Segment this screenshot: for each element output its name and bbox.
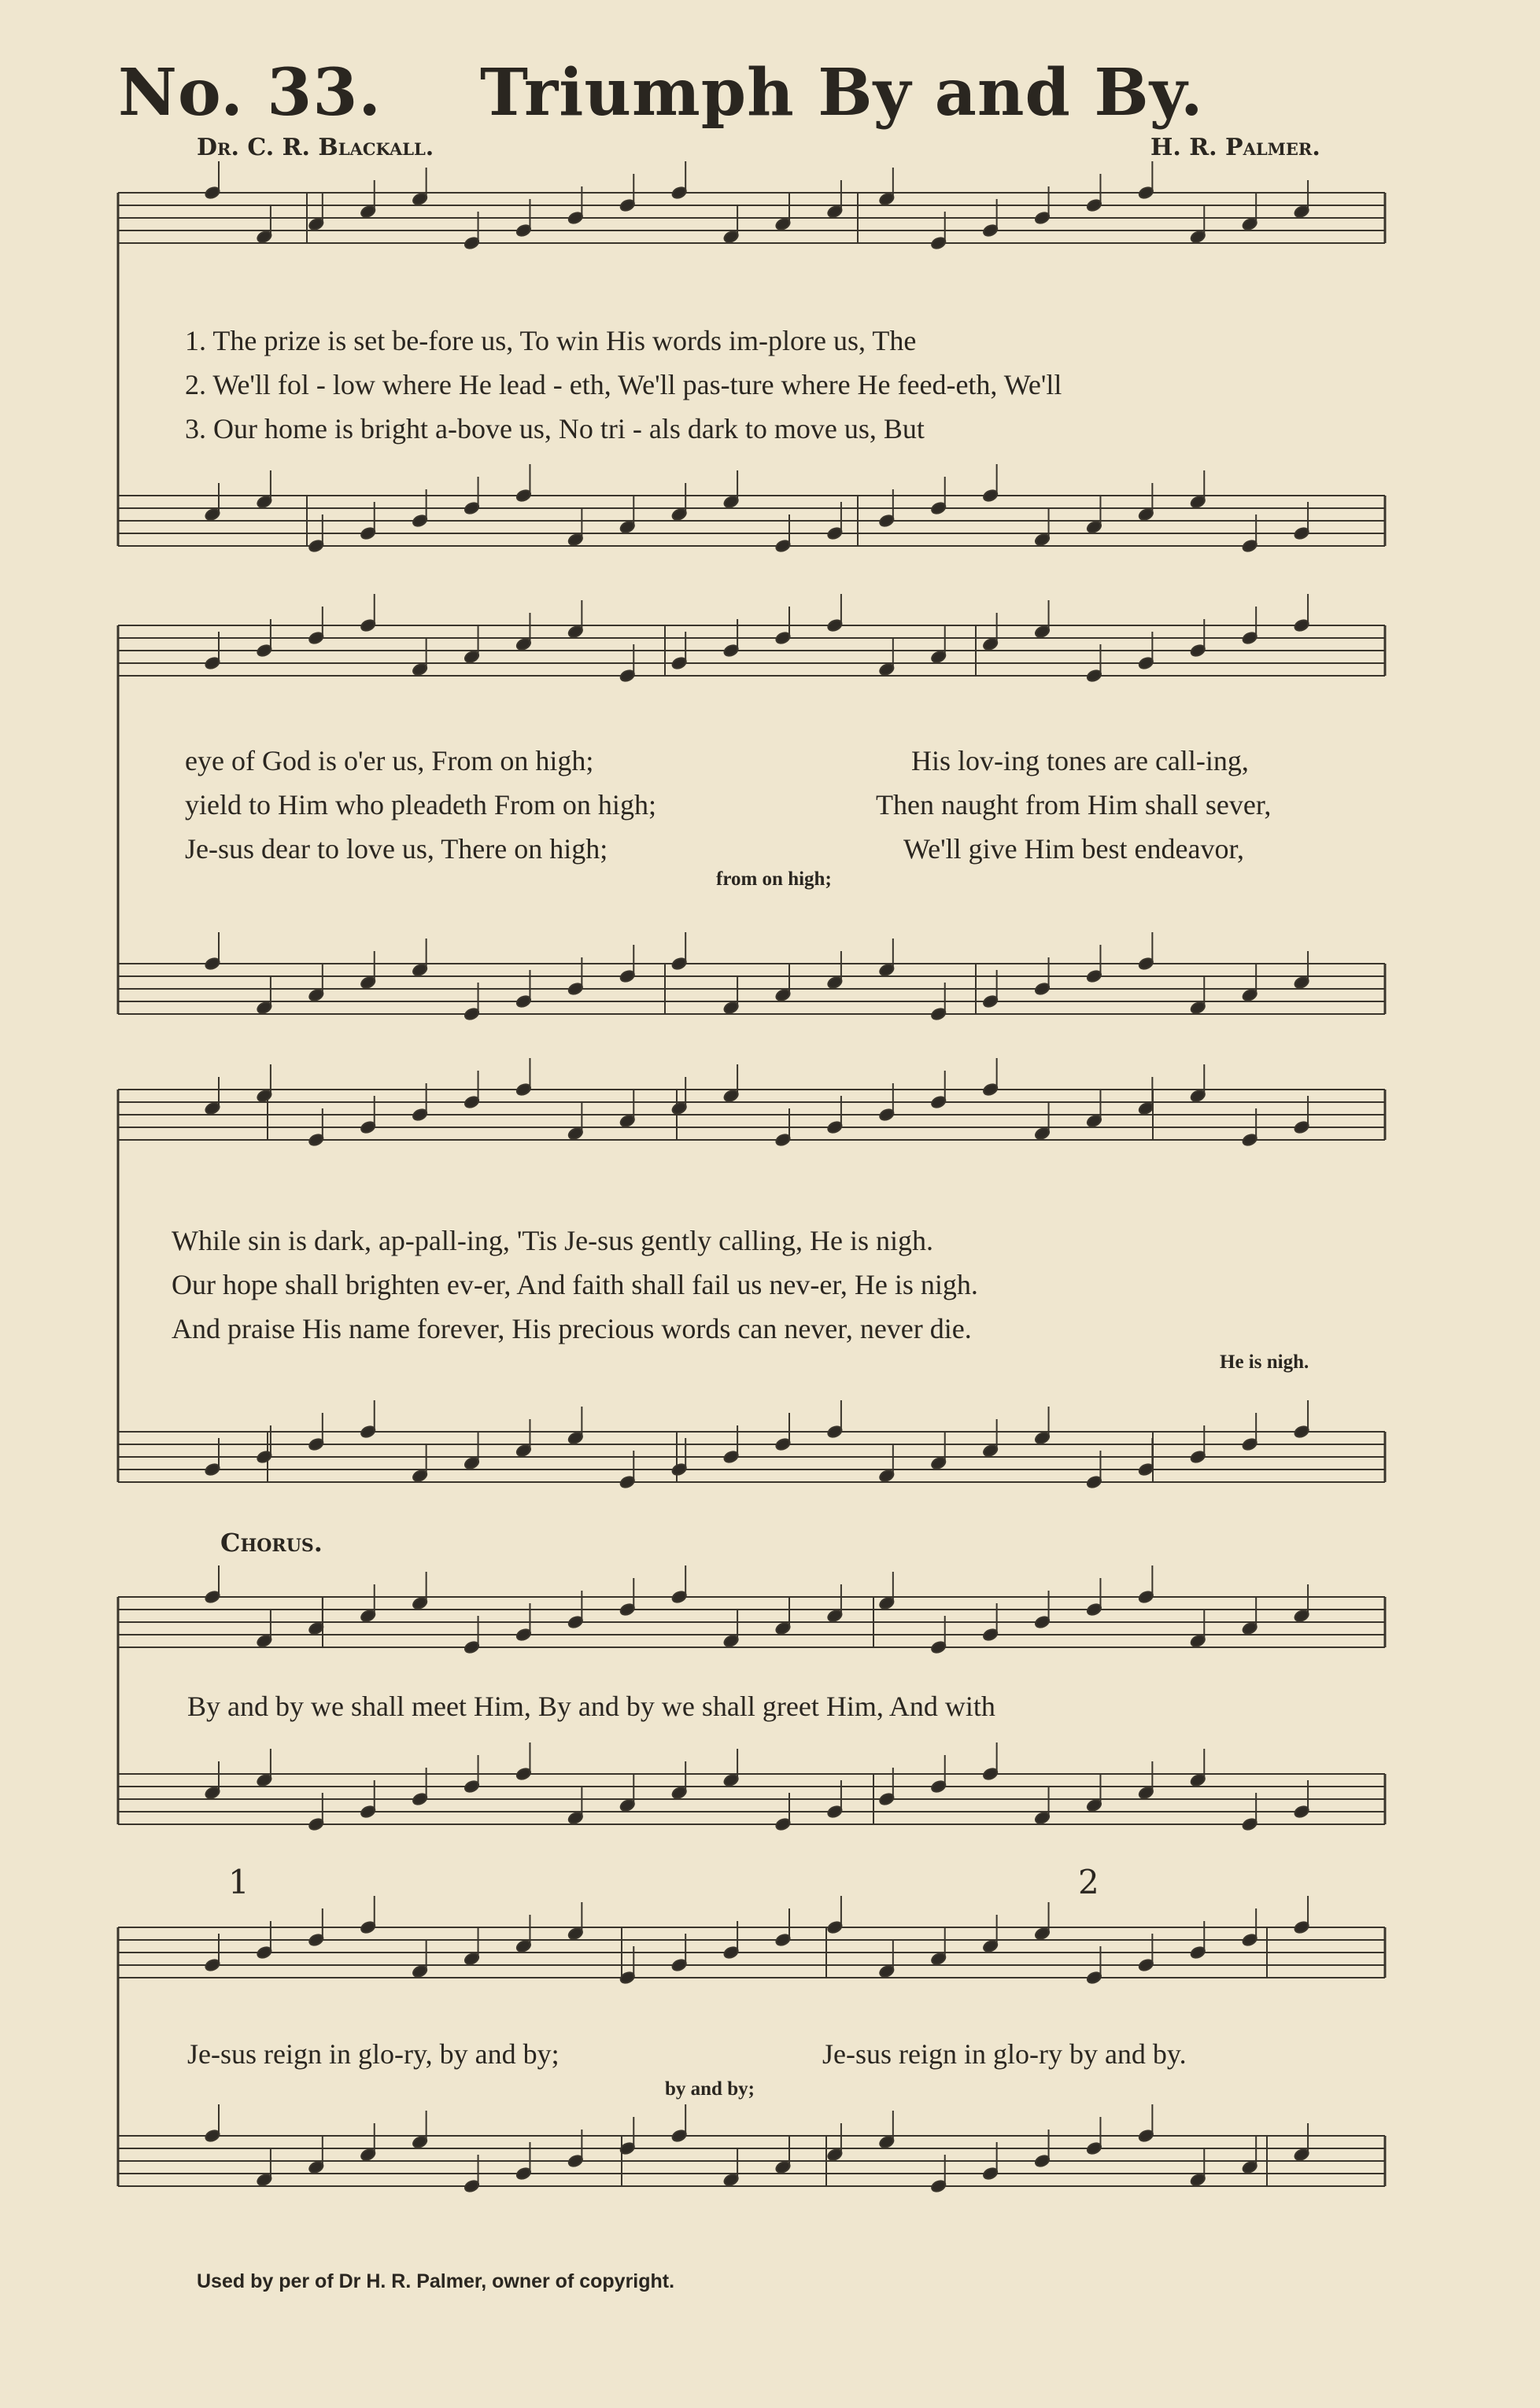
verse-3-line-c: We'll give Him best endeavor, <box>903 833 1245 865</box>
hymn-title: Triumph By and By. <box>480 55 1204 131</box>
second-ending-label: 2 <box>1078 1863 1099 1901</box>
verse-3-line-d: And praise His name forever, His precious words can never, never die. <box>172 1313 972 1344</box>
verse-3-line-a: 3. Our home is bright a-bove us, No tri - als dark to move us, But <box>185 413 925 444</box>
composer-credit: H. R. Palmer. <box>1150 134 1320 161</box>
verse-1-line-c: His lov-ing tones are call-ing, <box>911 745 1249 776</box>
echo-he-is-nigh: He is nigh. <box>1220 1352 1309 1373</box>
verse-3-line-b: Je-sus dear to love us, There on high; <box>185 833 608 865</box>
echo-by-and-by: by and by; <box>665 2078 755 2100</box>
verse-2-line-a: 2. We'll fol - low where He lead - eth, We'll pas-ture where He feed-eth, We'll <box>185 369 1062 400</box>
verse-2-line-d: Our hope shall brighten ev-er, And faith shall fail us nev-er, He is nigh. <box>172 1269 978 1300</box>
verse-1-line-d: While sin is dark, ap-pall-ing, 'Tis Je-sus gently calling, He is nigh. <box>172 1225 934 1256</box>
copyright-footer: Used by per of Dr H. R. Palmer, owner of copyright. <box>197 2270 675 2292</box>
echo-from-on-high: from on high; <box>716 868 832 890</box>
lyricist-credit: Dr. C. R. Blackall. <box>197 134 434 161</box>
first-ending-label: 1 <box>228 1863 249 1901</box>
chorus-line-2b: Je-sus reign in glo-ry by and by. <box>822 2038 1187 2070</box>
verse-2-line-c: Then naught from Him shall sever, <box>876 789 1272 820</box>
chorus-line-2a: Je-sus reign in glo-ry, by and by; <box>187 2038 559 2070</box>
verse-1-line-b: eye of God is o'er us, From on high; <box>185 745 594 776</box>
verse-2-line-b: yield to Him who pleadeth From on high; <box>185 789 656 820</box>
chorus-line-1: By and by we shall meet Him, By and by we shall greet Him, And with <box>187 1691 995 1722</box>
hymn-number: No. 33. <box>118 55 382 131</box>
verse-1-line-a: 1. The prize is set be-fore us, To win His words im-plore us, The <box>185 325 917 356</box>
chorus-label: Chorus. <box>220 1528 323 1558</box>
